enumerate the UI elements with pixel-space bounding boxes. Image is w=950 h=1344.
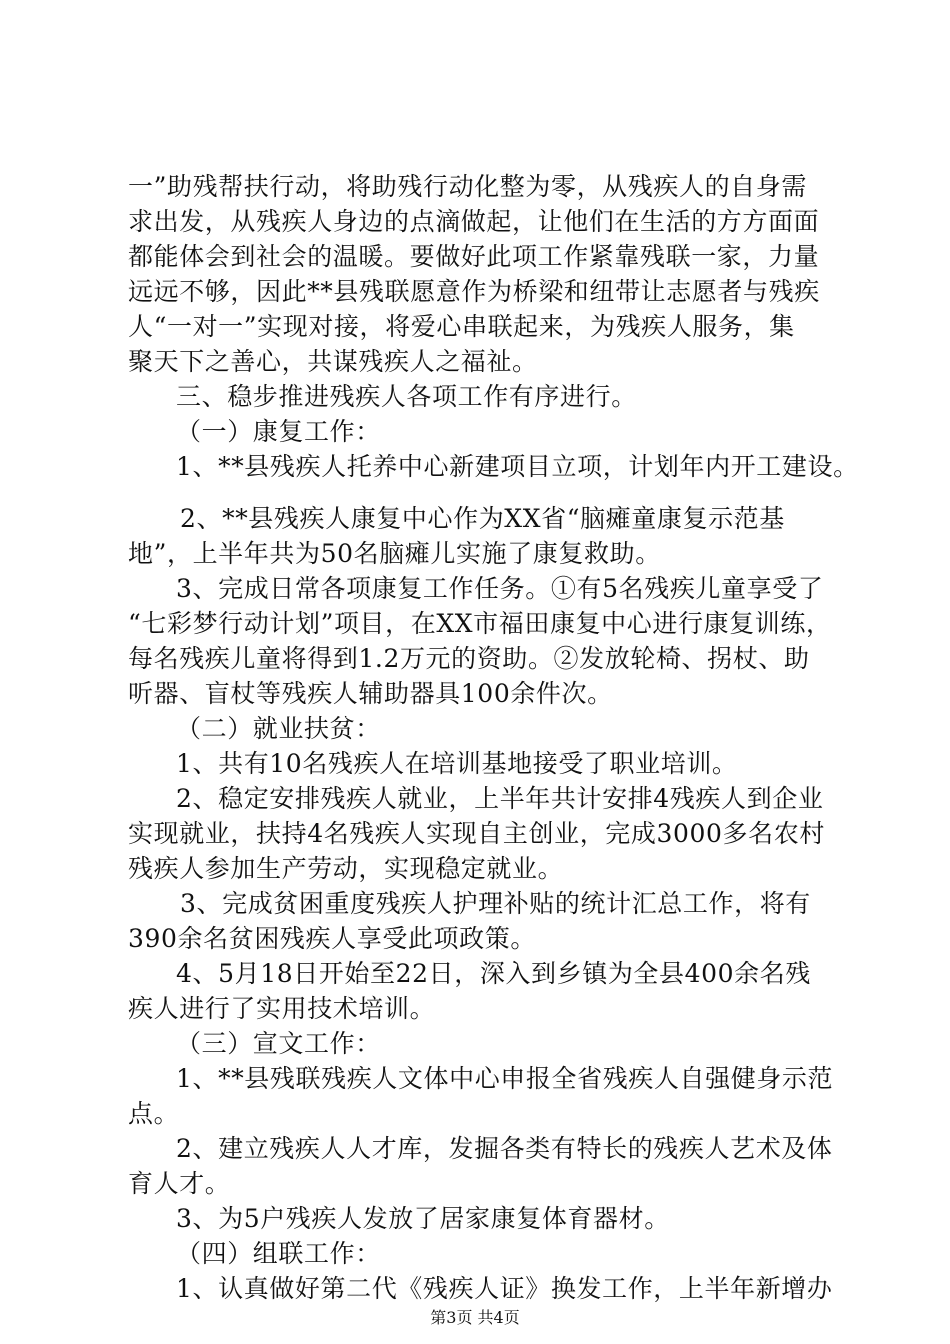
paragraph-line: 听器、盲杖等残疾人辅助器具100余件次。 [128, 679, 613, 708]
paragraph-line: 3、完成日常各项康复工作任务。①有5名残疾儿童享受了 [176, 574, 824, 603]
paragraph-line: 育人才。 [128, 1169, 231, 1198]
paragraph-line: 求出发，从残疾人身边的点滴做起，让他们在生活的方方面面 [128, 207, 820, 236]
paragraph-line: 1、认真做好第二代《残疾人证》换发工作，上半年新增办 [176, 1274, 833, 1303]
paragraph-line: 实现就业，扶持4名残疾人实现自主创业，完成3000多名农村 [128, 819, 825, 848]
paragraph-line: 人“一对一”实现对接，将爱心串联起来，为残疾人服务，集 [128, 312, 795, 341]
paragraph-line: 一”助残帮扶行动，将助残行动化整为零，从残疾人的自身需 [128, 172, 807, 201]
paragraph-line: 疾人进行了实用技术培训。 [128, 994, 436, 1023]
paragraph-line: 每名残疾儿童将得到1.2万元的资助。②发放轮椅、拐杖、助 [128, 644, 810, 673]
paragraph-line: 2、建立残疾人人才库，发掘各类有特长的残疾人艺术及体 [176, 1134, 833, 1163]
paragraph-line: 3、完成贫困重度残疾人护理补贴的统计汇总工作，将有 [180, 889, 811, 918]
paragraph-line: 残疾人参加生产劳动，实现稳定就业。 [128, 854, 564, 883]
paragraph-line: 390余名贫困残疾人享受此项政策。 [128, 924, 536, 953]
subsection-heading: （四）组联工作： [176, 1239, 381, 1268]
paragraph-line: 1、**县残联残疾人文体中心申报全省残疾人自强健身示范 [176, 1064, 834, 1093]
paragraph-line: 都能体会到社会的温暖。要做好此项工作紧靠残联一家，力量 [128, 242, 820, 271]
paragraph-line: 点。 [128, 1099, 180, 1128]
paragraph-line: 聚天下之善心，共谋残疾人之福祉。 [128, 347, 538, 376]
paragraph-line: 4、5月18日开始至22日，深入到乡镇为全县400余名残 [176, 959, 811, 988]
paragraph-line: “七彩梦行动计划”项目，在XX市福田康复中心进行康复训练， [128, 609, 832, 638]
paragraph-line: 2、稳定安排残疾人就业，上半年共计安排4残疾人到企业 [176, 784, 824, 813]
subsection-heading: （三）宣文工作： [176, 1029, 381, 1058]
paragraph-line: 1、**县残疾人托养中心新建项目立项，计划年内开工建设。 [176, 452, 859, 481]
subsection-heading: （二）就业扶贫： [176, 714, 381, 743]
section-heading: 三、稳步推进残疾人各项工作有序进行。 [176, 382, 637, 411]
subsection-heading: （一）康复工作： [176, 417, 381, 446]
paragraph-line: 3、为5户残疾人发放了居家康复体育器材。 [176, 1204, 670, 1233]
paragraph-line: 远远不够，因此**县残联愿意作为桥梁和纽带让志愿者与残疾 [128, 277, 820, 306]
paragraph-line: 2、**县残疾人康复中心作为XX省“脑瘫童康复示范基 [180, 504, 785, 533]
page-number-footer: 第3页 共4页 [430, 1308, 520, 1327]
paragraph-line: 地”，上半年共为50名脑瘫儿实施了康复救助。 [128, 539, 661, 568]
paragraph-line: 1、共有10名残疾人在培训基地接受了职业培训。 [176, 749, 738, 778]
